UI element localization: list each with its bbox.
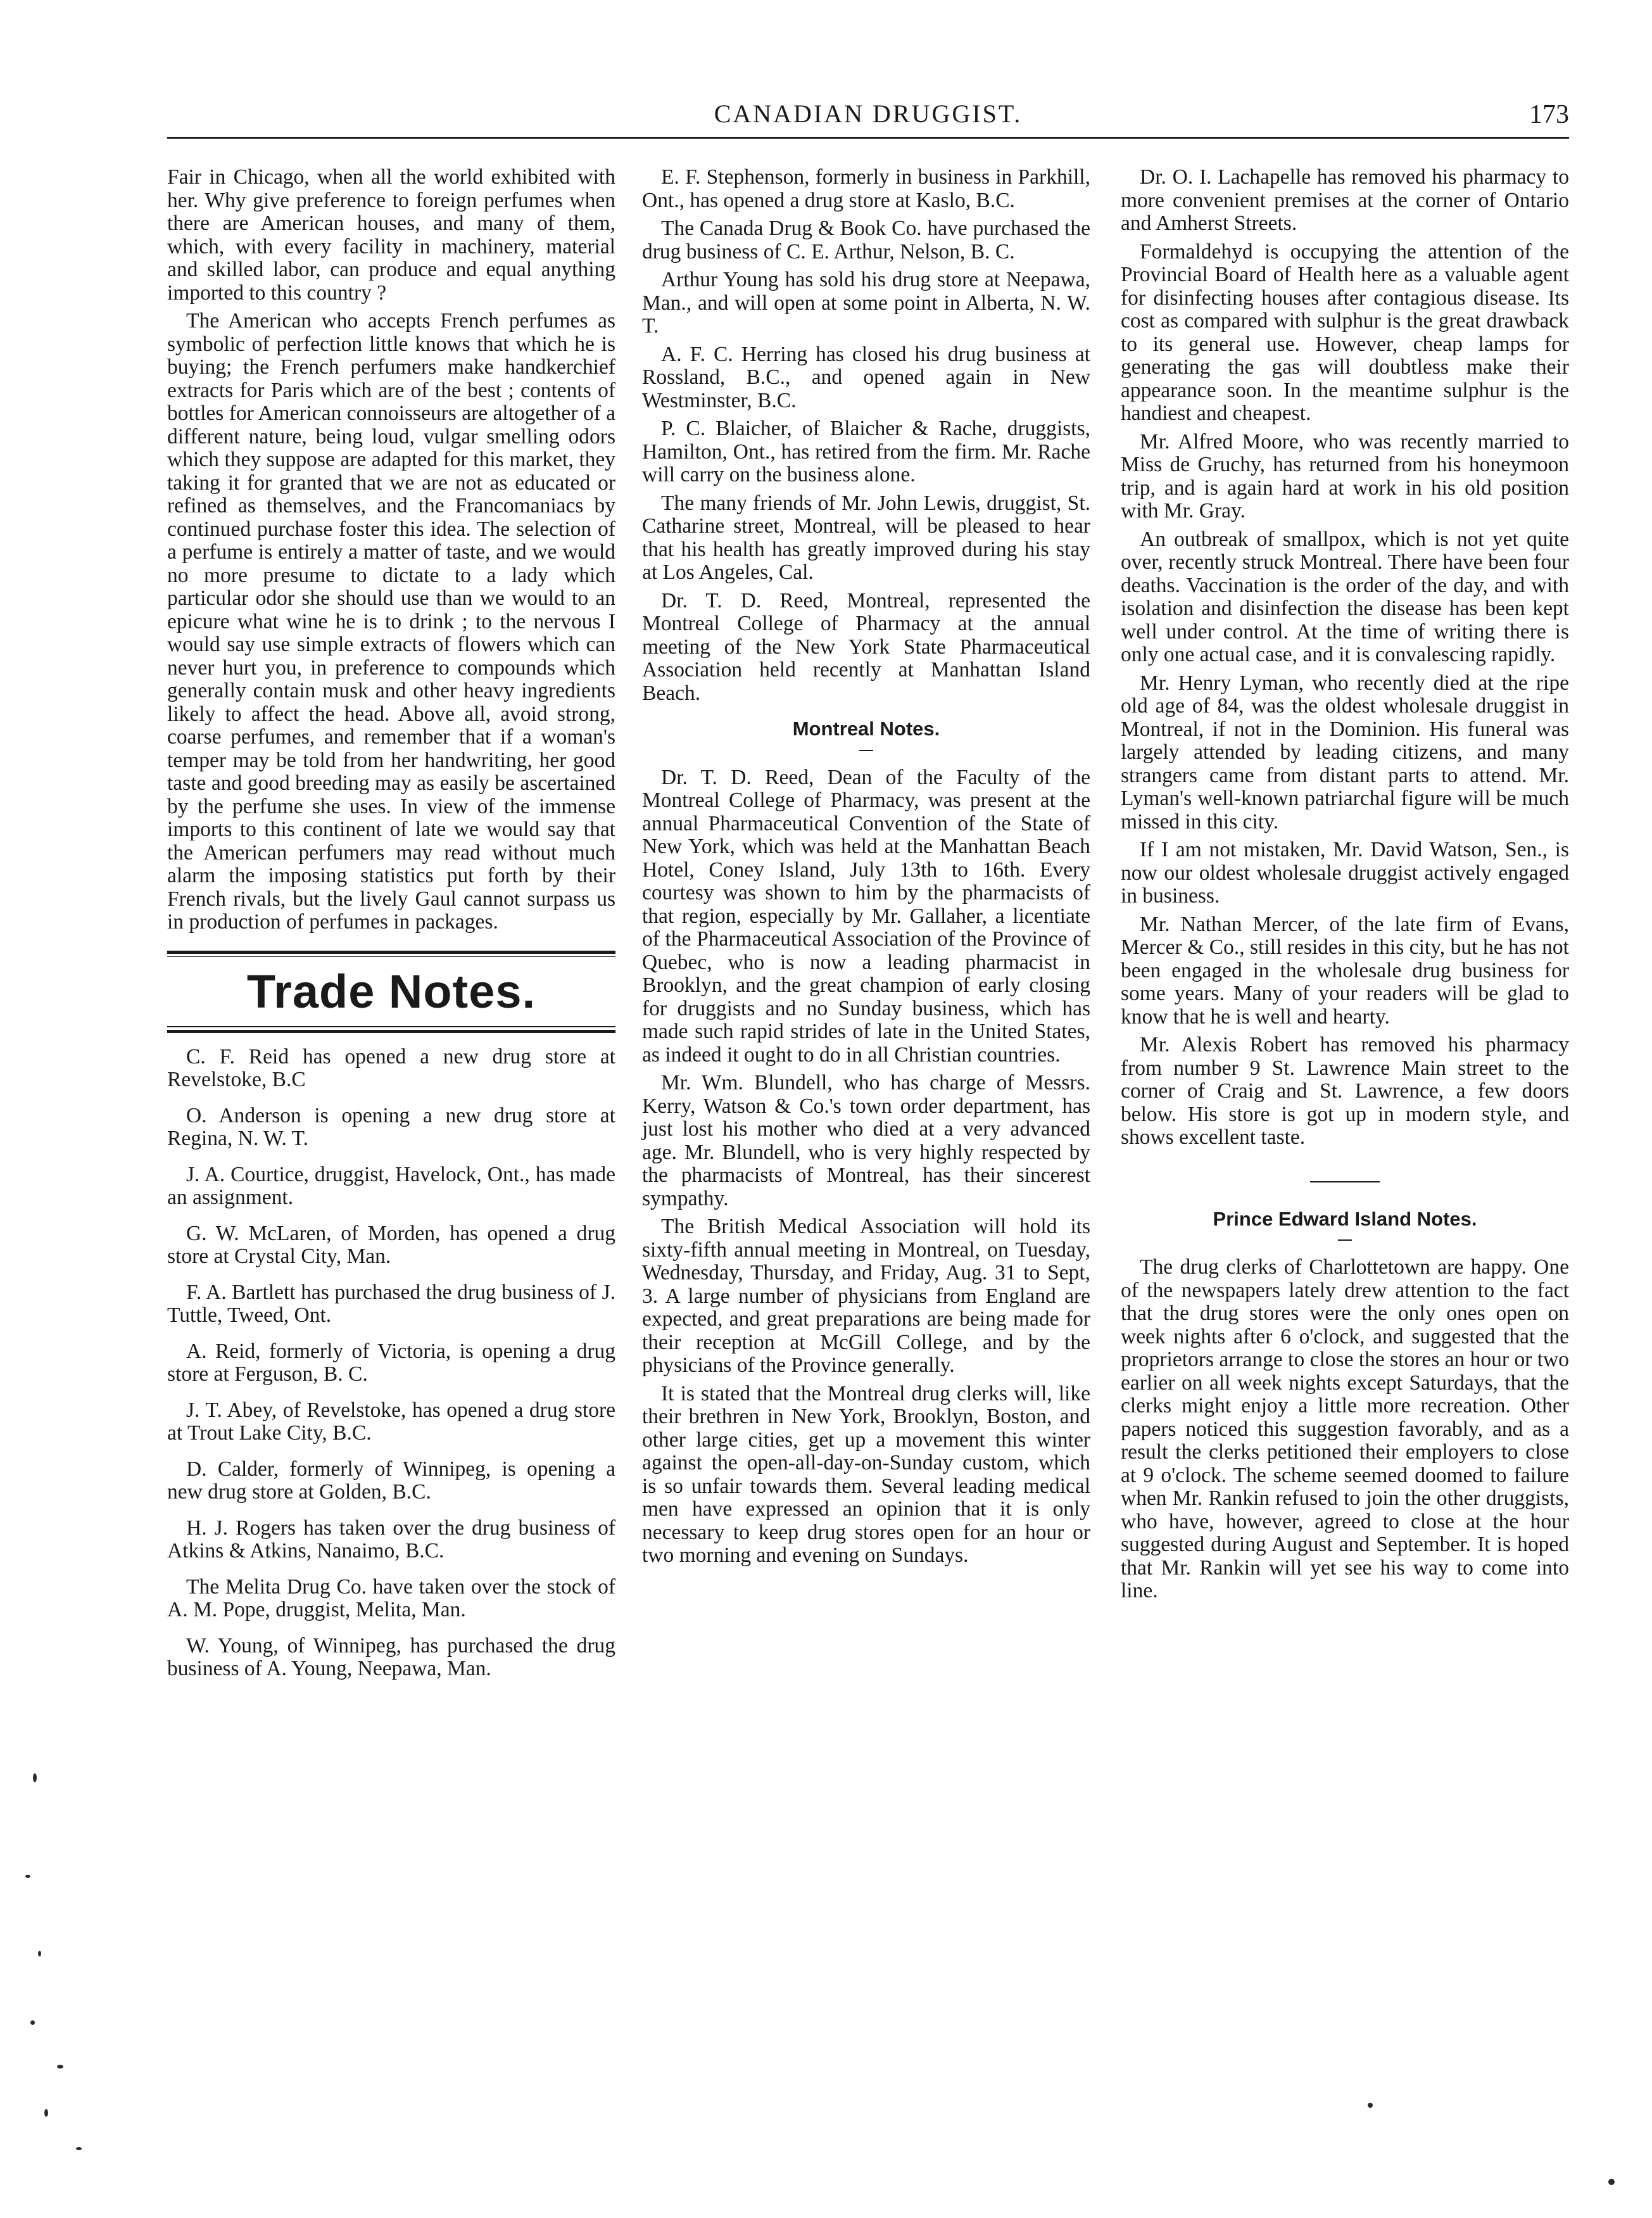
banner-rule-top-thin <box>167 956 615 958</box>
trade-note: P. C. Blaicher, of Blaicher & Rache, druggists, Hamilton, Ont., has retired from the firm. Mr. Rache will carry on the business alone. <box>642 417 1090 486</box>
trade-note: The Canada Drug & Book Co. have purchased the drug business of C. E. Arthur, Nelson, B. C. <box>642 217 1090 263</box>
trade-notes-list <box>167 1046 615 1681</box>
publication-title: CANADIAN DRUGGIST. <box>714 99 1023 128</box>
trade-note: A. F. C. Herring has closed his drug business at Rossland, B.C., and opened again in New Westminster, B.C. <box>642 342 1090 412</box>
article-paragraph: Dr. O. I. Lachapelle has removed his pharmacy to more convenient premises at the corner of Ontario and Amherst Streets. <box>1121 165 1569 235</box>
trade-note: A. Reid, formerly of Victoria, is opening a drug store at Ferguson, B. C. <box>167 1339 615 1386</box>
column-3 <box>1121 166 1569 2066</box>
montreal-notes-heading: Montreal Notes. <box>792 718 940 740</box>
trade-note: J. T. Abey, of Revelstoke, has opened a drug store at Trout Lake City, B.C. <box>167 1398 615 1445</box>
article-paragraph: Mr. Alexis Robert has removed his pharmacy from number 9 St. Lawrence Main street to the corner of Craig and St. Lawrence, a few doors below. His store is got up in modern style, and shows excellent taste. <box>1121 1033 1569 1149</box>
article-paragraph: Mr. Nathan Mercer, of the late firm of Evans, Mercer & Co., still resides in this city, but he has not been engaged in the wholesale drug business for some years. Many of your readers will be glad to know that he is well and hearty. <box>1121 912 1569 1029</box>
banner-rule-bottom <box>167 1030 615 1033</box>
trade-note: C. F. Reid has opened a new drug store at Revelstoke, B.C <box>167 1044 615 1092</box>
article-paragraph: The drug clerks of Charlottetown are happy. One of the newspapers lately drew attention to the fact that the drug stores were the only ones open on week nights after 6 o'clock, and suggested that the proprietors arrange to close the stores an hour or two earlier on all week nights except Saturdays, that the clerks might enjoy a little more recreation. Other papers noticed this suggestion favorably, and as a result the clerks petitioned their employers to close at 9 o'clock. The scheme seemed doomed to failure when Mr. Rankin refused to join the other druggists, who have, however, agreed to close at the hour suggested during August and September. It is hoped that Mr. Rankin will yet see his way to come into line. <box>1121 1255 1569 1602</box>
article-paragraph: Dr. T. D. Reed, Dean of the Faculty of the Montreal College of Pharmacy, was present at the annual Pharmaceutical Convention of the State of New York, which was held at the Manhattan Beach Hotel, Coney Island, July 13th to 16th. Every courtesy was shown to him by the pharmacists of that region, especially by Mr. Gallaher, a licentiate of the Pharmaceutical Association of the Province of Quebec, who is now a leading pharmacist in Brooklyn, and the great champion of early closing for druggists and no Sunday business, which has made such rapid strides of late in the United States, as indeed it ought to do in all Christian countries. <box>642 765 1090 1067</box>
trade-note: D. Calder, formerly of Winnipeg, is opening a new drug store at Golden, B.C. <box>167 1457 615 1504</box>
page-header <box>167 101 1569 144</box>
trade-note: J. A. Courtice, druggist, Havelock, Ont., has made an assignment. <box>167 1162 615 1210</box>
trade-note: Dr. T. D. Reed, Montreal, represented the Montreal College of Pharmacy at the annual meeting of the New York State Pharmaceutical Association held recently at Manhattan Island Beach. <box>642 588 1090 705</box>
article-paragraph: Mr. Wm. Blundell, who has charge of Messrs. Kerry, Watson & Co.'s town order department, has just lost his mother who died at a very advanced age. Mr. Blundell, who is very highly respected by the pharmacists of Montreal, has their sincerest sympathy. <box>642 1071 1090 1210</box>
section-dash <box>1338 1239 1352 1241</box>
trade-note: F. A. Bartlett has purchased the drug business of J. Tuttle, Tweed, Ont. <box>167 1280 615 1328</box>
article-paragraph: If I am not mistaken, Mr. David Watson, Sen., is now our oldest wholesale druggist actively engaged in business. <box>1121 838 1569 908</box>
section-dash <box>859 750 873 751</box>
trade-note: The many friends of Mr. John Lewis, druggist, St. Catharine street, Montreal, will be pleased to hear that his health has greatly improved during his stay at Los Angeles, Cal. <box>642 491 1090 584</box>
trade-note: E. F. Stephenson, formerly in business in Parkhill, Ont., has opened a drug store at Kaslo, B.C. <box>642 165 1090 212</box>
pei-notes-heading: Prince Edward Island Notes. <box>1213 1207 1477 1230</box>
article-paragraph: Mr. Henry Lyman, who recently died at the ripe old age of 84, was the oldest wholesale druggist in Montreal, if not in the Dominion. His funeral was largely attended by leading citizens, and many strangers came from distant parts to attend. Mr. Lyman's well-known patriarchal figure will be much missed in this city. <box>1121 671 1569 833</box>
trade-note: W. Young, of Winnipeg, has purchased the drug business of A. Young, Neepawa, Man. <box>167 1633 615 1681</box>
trade-note: O. Anderson is opening a new drug store at Regina, N. W. T. <box>167 1103 615 1151</box>
header-rule <box>167 137 1569 139</box>
article-paragraph: It is stated that the Montreal drug clerks will, like their brethren in New York, Brooklyn, Boston, and other large cities, get up a movement this winter against the open-all-day-on-Sunday custom, which is so unfair towards them. Several leading medical men have expressed an opinion that it is only necessary to keep drug stores open for an hour or two morning and evening on Sundays. <box>642 1381 1090 1567</box>
article-paragraph: The British Medical Association will hold its sixty-fifth annual meeting in Montreal, on Tuesday, Wednesday, Thursday, and Friday, Aug. 31 to Sept, 3. A large number of physicians from England are expected, and great preparations are being made for their reception at McGill College, and by the physicians of the Province generally. <box>642 1215 1090 1377</box>
section-separator <box>1310 1181 1380 1182</box>
article-paragraph: Fair in Chicago, when all the world exhibited with her. Why give preference to foreign perfumes when there are American houses, and many of them, which, with every facility in machinery, material and skilled labor, can produce and equal anything imported to this country ? <box>167 165 615 305</box>
page-number: 173 <box>1529 100 1569 129</box>
article-paragraph: Formaldehyd is occupying the attention of the Provincial Board of Health here as a valuable agent for disinfecting houses after contagious disease. Its cost as compared with sulphur is the great drawback to its general use. However, cheap lamps for generating the gas will doubtless make their appearance soon. In the meantime sulphur is the handiest and cheapest. <box>1121 239 1569 425</box>
trade-notes-banner <box>167 951 615 1033</box>
trade-note: The Melita Drug Co. have taken over the stock of A. M. Pope, druggist, Melita, Man. <box>167 1575 615 1622</box>
column-2 <box>642 166 1090 2066</box>
trade-notes-heading: Trade Notes. <box>246 965 536 1018</box>
trade-note: G. W. McLaren, of Morden, has opened a drug store at Crystal City, Man. <box>167 1221 615 1269</box>
article-paragraph: An outbreak of smallpox, which is not yet quite over, recently struck Montreal. There have been four deaths. Vaccination is the order of the day, and with isolation and disinfection the disease has been kept well under control. At the time of writing there is only one actual case, and it is convalescing rapidly. <box>1121 527 1569 666</box>
trade-note: H. J. Rogers has taken over the drug business of Atkins & Atkins, Nanaimo, B.C. <box>167 1516 615 1563</box>
banner-rule-top <box>167 951 615 954</box>
trade-note: Arthur Young has sold his drug store at Neepawa, Man., and will open at some point in Alberta, N. W. T. <box>642 268 1090 338</box>
banner-rule-bottom-thin <box>167 1026 615 1027</box>
article-paragraph: Mr. Alfred Moore, who was recently married to Miss de Gruchy, has returned from his honeymoon trip, and is again hard at work in his old position with Mr. Gray. <box>1121 429 1569 523</box>
column-1 <box>167 166 615 2066</box>
article-paragraph: The American who accepts French perfumes as symbolic of perfection little knows that which he is buying; the French perfumers make handkerchief extracts for Paris which are of the best ; contents of bottles for American connoisseurs are altogether of a different nature, being loud, vulgar smelling odors which they suppose are adapted for this market, they taking it for granted that we are not as educated or refined as themselves, and the Francomaniacs by continued purchase foster this idea. The selection of a perfume is entirely a matter of taste, and we would no more presume to dictate to a lady which particular odor she should use than we would to an epicure what wine he is to drink ; to the nervous I would say use simple extracts of flowers which can never hurt you, in preference to compounds which generally contain musk and other heavy ingredients likely to affect the head. Above all, avoid strong, coarse perfumes, and remember that if a woman's temper may be told from her handwriting, her good taste and good breeding may as easily be ascertained by the perfume she uses. In view of the immense imports to this continent of late we would say that the American perfumers may read without much alarm the imposing statistics put forth by their French rivals, but the lively Gaul cannot surpass us in production of perfumes in packages. <box>167 309 615 934</box>
